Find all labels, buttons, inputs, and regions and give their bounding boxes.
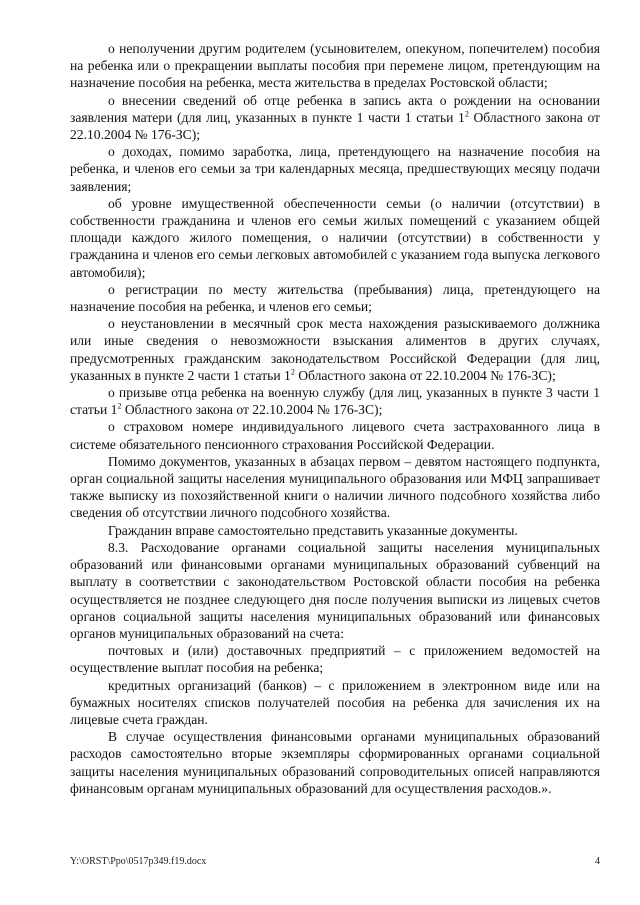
paragraph: кредитных организаций (банков) – с приложением в электронном виде или на бумажных носителях списков получателей пособия на ребенка для зачисления их на лицевые счета граждан. bbox=[70, 677, 600, 727]
superscript: 2 bbox=[290, 367, 295, 377]
file-path: Y:\ORST\Ppo\0517p349.f19.docx bbox=[70, 856, 207, 867]
paragraph: об уровне имущественной обеспеченности семьи (о наличии (отсутствии) в собственности гражданина и членов его семьи жилых помещений с указанием общей площади каждого жилого помещения, о наличии (отсутствии) в собственности у гражданина и членов его семьи легковых автомобилей с указанием года выпуска легкового автомобиля); bbox=[70, 195, 600, 280]
paragraph: о страховом номере индивидуального лицевого счета застрахованного лица в системе обязательного пенсионного страхования Российской Федерации. bbox=[70, 419, 600, 452]
paragraph: В случае осуществления финансовыми органами муниципальных образований расходов самостоятельно вторые экземпляры сформированных органами социальной защиты населения муниципальных образований сопроводительных описей направляются финансовым органам муниципальных образований для осуществления расходов.». bbox=[70, 729, 600, 796]
paragraph: Помимо документов, указанных в абзацах первом – девятом настоящего подпункта, орган социальной защиты населения муниципального образования или МФЦ запрашивает также выписку из похозяйственной книги о наличии личного подсобного хозяйства либо сведения об отсутствии личного подсобного хозяйства. bbox=[70, 453, 600, 521]
superscript: 2 bbox=[117, 401, 122, 411]
paragraph: Гражданин вправе самостоятельно представить указанные документы. bbox=[108, 522, 518, 538]
page-number: 4 bbox=[595, 856, 600, 867]
paragraph: о регистрации по месту жительства (пребывания) лица, претендующего на назначение пособия на ребенка, и членов его семьи; bbox=[70, 281, 600, 315]
paragraph: о призыве отца ребенка на военную службу (для лиц, указанных в пункте 3 части 1 статьи $1^2$ Областного закона от 22.10.2004 № 176-ЗС); bbox=[70, 385, 600, 418]
paragraph: о неполучении другим родителем (усыновителем, опекуном, попечителем) пособия на ребенка или о прекращении выплаты пособия при перемене лицом, претендующим на назначение пособия на ребенка, места жительства в пределах Ростовской области; bbox=[70, 41, 600, 91]
paragraph: о доходах, помимо заработка, лица, претендующего на назначение пособия на ребенка, и членов его семьи за три календарных месяца, предшествующих месяцу подачи заявления; bbox=[70, 144, 600, 194]
superscript: 2 bbox=[464, 109, 469, 119]
paragraph: о неустановлении в месячный срок места нахождения разыскиваемого должника или иные сведения о невозможности взыскания алиментов в других случаях, предусмотренных гражданским законодательством Российской Федерации (для лиц, указанных в пункте 2 части 1 статьи $1^2$ Областного закона от 22.10.2004 № 176-ЗС); bbox=[70, 316, 600, 383]
paragraph: почтовых и (или) доставочных предприятий – с приложением ведомостей на осуществление выплат пособия на ребенка; bbox=[70, 643, 600, 676]
paragraph: о внесении сведений об отце ребенка в запись акта о рождении на основании заявления матери (для лиц, указанных в пункте 1 части 1 статьи $1^2$ Областного закона от 22.10.2004 № 176-ЗС); bbox=[70, 92, 601, 143]
document-body bbox=[70, 40, 600, 797]
paragraph: 8.3. Расходование органами социальной защиты населения муниципальных образований или финансовыми органами муниципальных образований субвенций на выплату в соответствии с законодательством Ростовской области пособия на ребенка осуществляется не позднее следующего дня после получения выписки из лицевых счетов органов социальной защиты населения муниципальных образований или финансовых органов муниципальных образований на счета: bbox=[70, 539, 600, 641]
